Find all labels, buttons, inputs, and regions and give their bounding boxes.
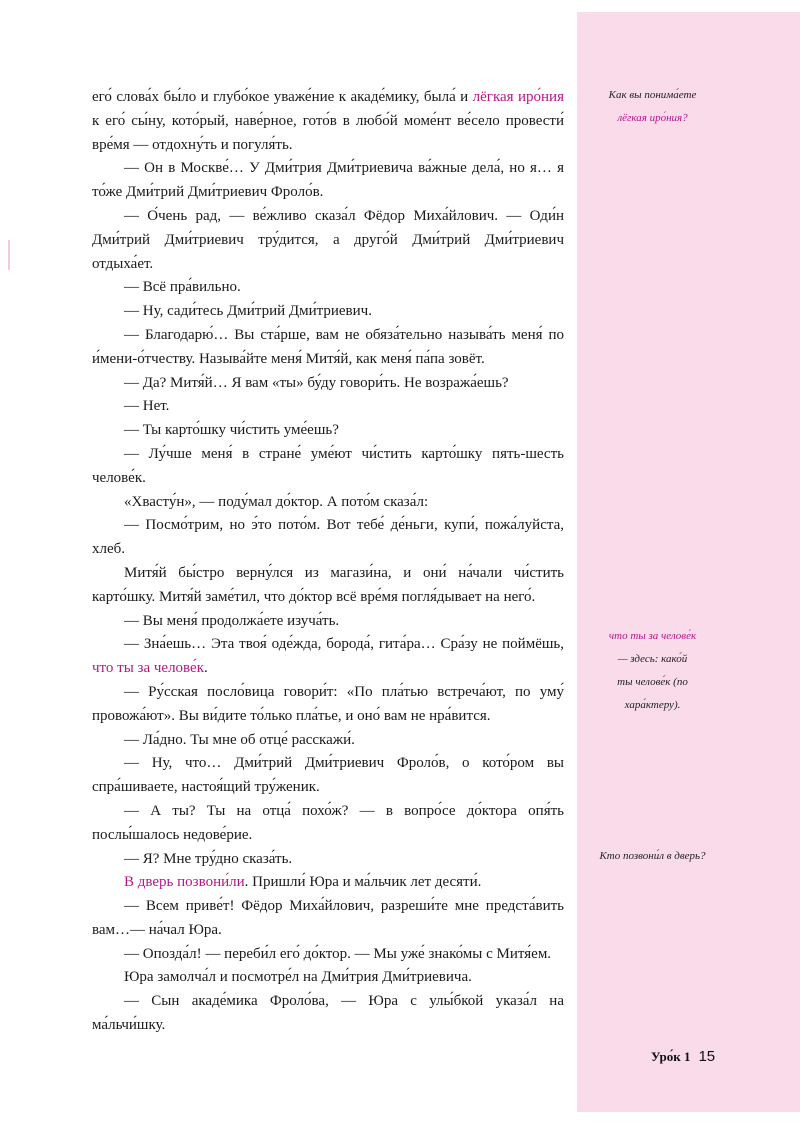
- paragraph: [92, 610, 564, 634]
- paragraph: [92, 848, 564, 872]
- note-line: ты челове́к (по: [617, 676, 688, 688]
- text-run: — Ру́сская посло́вица говори́т: «По пла́тью встреча́ют, по уму́ провожа́ют». Вы ви́дите то́лько пла́тье, и оно́ вам не нра́вится.: [92, 683, 564, 724]
- text-run: — Ла́дно. Ты мне об отце́ расскажи́.: [124, 731, 355, 748]
- highlighted-term: В дверь позвони́ли: [124, 874, 245, 891]
- margin-note-character: [585, 625, 720, 717]
- text-run: — А ты? Ты на отца́ похо́ж? — в вопро́се до́ктора опя́ть послы́шалось недове́рие.: [92, 802, 564, 843]
- text-run: — Ты карто́шку чи́стить уме́ешь?: [124, 422, 339, 439]
- paragraph: [92, 276, 564, 300]
- text-run: его́ слова́х бы́ло и глубо́кое уваже́ние к акаде́мику, была́ и: [92, 89, 473, 105]
- paragraph: [92, 443, 564, 491]
- paragraph: [92, 752, 564, 800]
- paragraph: [92, 419, 564, 443]
- margin-notes-sidebar: [577, 12, 800, 1112]
- text-run: — Лу́чше меня́ в стране́ уме́ют чи́стить карто́шку пять-шесть челове́к.: [92, 445, 564, 486]
- edge-mark: [8, 240, 10, 270]
- text-run: Митя́й бы́стро верну́лся из магази́на, и они́ на́чали чи́стить карто́шку. Митя́й заме́тил, что до́ктор всё вре́мя погля́дывает на него́.: [92, 564, 564, 605]
- text-run: — О́чень рад, — ве́жливо сказа́л Фёдор Миха́йлович. — Оди́н Дми́трий Дми́триевич тру́дится, а друго́й Дми́трий Дми́триевич отдыха́ет.: [92, 207, 564, 272]
- highlighted-term: лёгкая иро́ния: [472, 89, 564, 105]
- main-text: [92, 86, 564, 1038]
- paragraph: [92, 86, 564, 157]
- note-line: — здесь: како́й: [617, 653, 688, 665]
- paragraph: [92, 871, 564, 895]
- paragraph: [92, 562, 564, 610]
- paragraph: [92, 372, 564, 396]
- text-run: — Да? Митя́й… Я вам «ты» бу́ду говори́ть. Не возража́ешь?: [124, 374, 509, 391]
- note-term: лёгкая иро́ния?: [617, 112, 688, 124]
- text-run: — Ну, что… Дми́трий Дми́триевич Фроло́в, о кото́ром вы спра́шиваете, настоя́щий тру́женик.: [92, 755, 564, 796]
- paragraph: [92, 300, 564, 324]
- text-run: . Пришли́ Юра и ма́льчик лет десяти́.: [244, 874, 482, 891]
- paragraph: [92, 895, 564, 943]
- page-footer: [651, 1048, 715, 1065]
- note-line: хара́ктеру).: [624, 699, 681, 711]
- margin-note-doorbell: [585, 845, 720, 868]
- text-run: — Нет.: [124, 398, 170, 415]
- paragraph: [92, 491, 564, 515]
- paragraph: [92, 324, 564, 372]
- text-run: Юра замолча́л и посмотре́л на Дми́трия Дми́триевича.: [124, 969, 472, 986]
- paragraph: [92, 681, 564, 729]
- note-line: Кто позвони́л в дверь?: [599, 850, 706, 862]
- text-run: — Вы меня́ продолжа́ете изуча́ть.: [124, 612, 340, 629]
- text-run: — Посмо́трим, но э́то пото́м. Вот тебе́ де́ньги, купи́, пожа́луйста, хлеб.: [92, 517, 564, 558]
- highlighted-term: что ты за челове́к: [92, 660, 204, 677]
- text-run: к его́ сы́ну, кото́рый, наве́рное, гото́в в любо́й моме́нт ве́село провести́ вре́мя — отдохну́ть и погуля́ть.: [92, 112, 564, 153]
- paragraph: [92, 514, 564, 562]
- text-run: — Опозда́л! — переби́л его́ до́ктор. — Мы уже́ знако́мы с Митя́ем.: [124, 945, 552, 962]
- text-run: — Ну, сади́тесь Дми́трий Дми́триевич.: [124, 303, 372, 320]
- text-run: — Я? Мне тру́дно сказа́ть.: [124, 850, 293, 867]
- paragraph: [92, 966, 564, 990]
- paragraph: [92, 205, 564, 276]
- paragraph: [92, 395, 564, 419]
- margin-note-irony: [585, 84, 720, 130]
- text-run: — Зна́ешь… Эта твоя́ оде́жда, борода́, гита́ра… Сра́зу не поймёшь,: [124, 636, 564, 653]
- paragraph: [92, 943, 564, 967]
- page-number: 15: [698, 1048, 716, 1065]
- text-run: — Всем приве́т! Фёдор Миха́йлович, разреши́те мне предста́вить вам…— на́чал Юра.: [92, 898, 564, 938]
- lesson-label: Уро́к 1: [651, 1049, 691, 1064]
- text-run: — Благодарю́… Вы ста́рше, вам не обяза́тельно называ́ть меня́ по и́мени-о́тчеству. Называ́йте меня́ Митя́й, как меня́ па́па зовёт.: [92, 326, 564, 367]
- text-run: «Хвасту́н», — поду́мал до́ктор. А пото́м сказа́л:: [124, 493, 429, 510]
- text-run: — Всё пра́вильно.: [124, 279, 241, 296]
- text-run: — Он в Москве́… У Дми́трия Дми́триевича ва́жные дела́, но я… я то́же Дми́трий Дми́триевич Фроло́в.: [92, 160, 564, 201]
- paragraph: [92, 729, 564, 753]
- note-line: Как вы понима́ете: [608, 89, 697, 101]
- paragraph: [92, 157, 564, 205]
- paragraph: [92, 633, 564, 681]
- text-run: .: [204, 660, 208, 677]
- paragraph: [92, 990, 564, 1038]
- text-run: — Сын акаде́мика Фроло́ва, — Юра с улы́бкой указа́л на ма́льчи́шку.: [92, 993, 564, 1034]
- note-term: что ты за челове́к: [608, 630, 697, 642]
- paragraph: [92, 800, 564, 848]
